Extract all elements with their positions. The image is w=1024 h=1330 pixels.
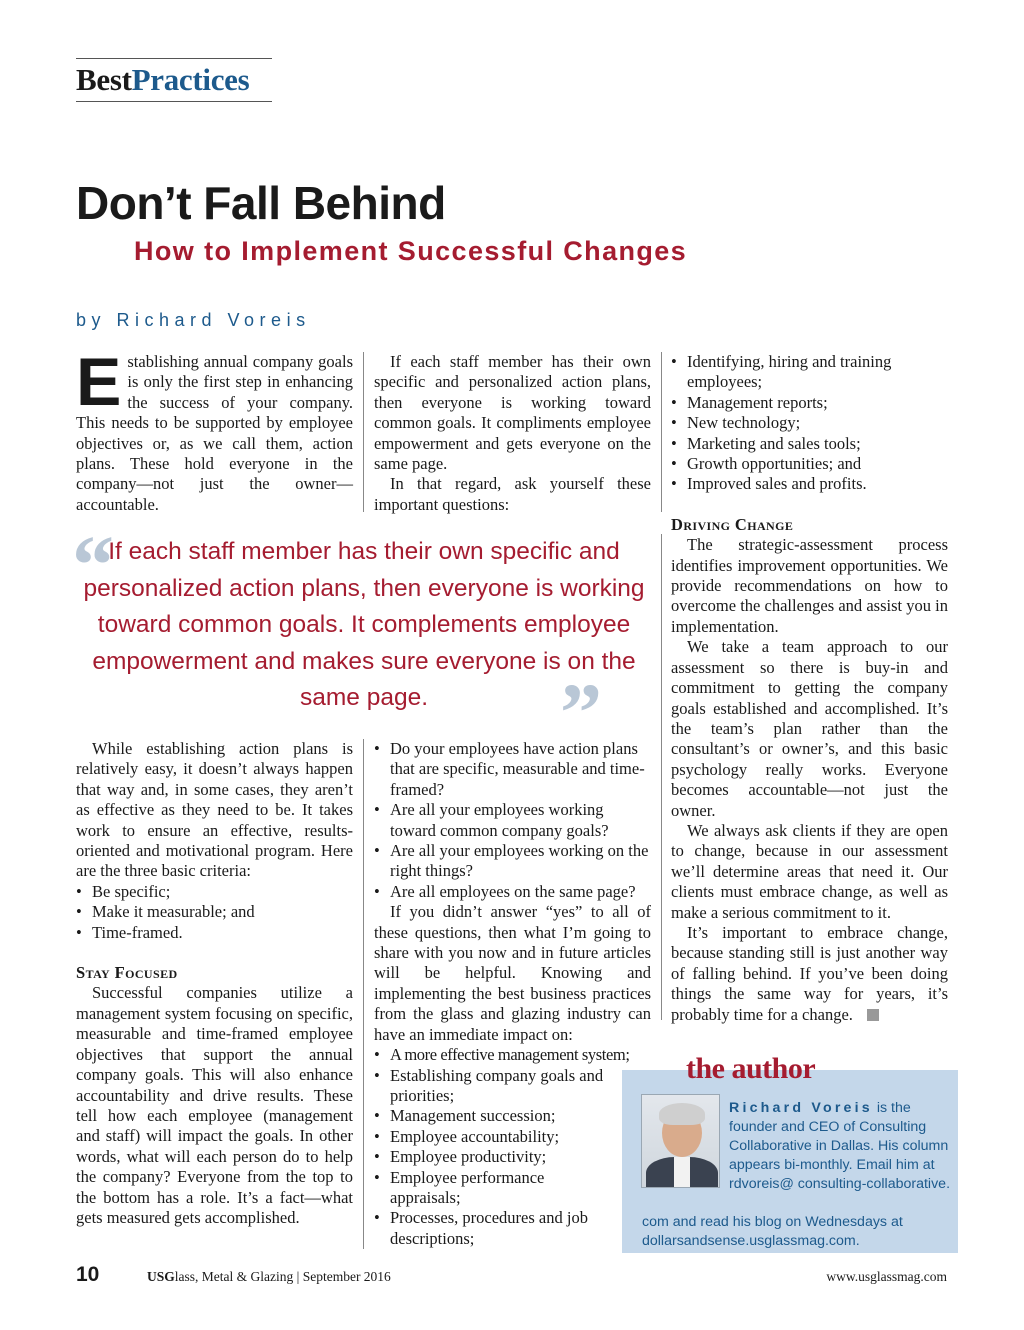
list-item: • Are all employees on the same page? — [374, 882, 651, 902]
list-item: • Are all your employees working on the right things? — [374, 841, 651, 882]
article-subhead: How to Implement Successful Changes — [134, 236, 688, 266]
list-item: • Employee productivity; — [374, 1147, 610, 1167]
author-bio-text: is the founder and CEO of Consulting Collaborative in Dallas. His column appears bi-monthly. Email him at rdvoreis@ consulting-collaborative. — [729, 1100, 951, 1192]
paragraph — [671, 923, 948, 1025]
paragraph: In that regard, ask yourself these important questions: — [374, 474, 651, 514]
column-rule-1-bottom — [363, 739, 364, 1249]
list-item: • Establishing company goals and priorities; — [374, 1066, 610, 1107]
column-rule-2-top — [661, 352, 662, 512]
section-tag-best: Best — [76, 62, 132, 97]
closing-text: It’s important to embrace change, because standing still is just another way of falling behind. If you’ve been doing things the same way for years, it’s probably time for a change. — [671, 922, 948, 1024]
end-mark-icon — [867, 1009, 879, 1021]
pub-separator: | — [296, 1269, 300, 1284]
paragraph: We always ask clients if they are open to change, because in our assessment we’ll determine areas that need it. Our clients must embrace change, as well as make a serious commitment to it. — [671, 820, 948, 922]
paragraph: The strategic-assessment process identifies improvement opportunities. We provide recommendations on how to overcome the challenges and assist you in implementation. — [671, 535, 948, 636]
paragraph: If each staff member has their own specific and personalized action plans, then everyone is working toward common goals. It compliments employee empowerment and gets everyone on the same page. — [374, 352, 651, 474]
column-rule-2-bottom — [661, 534, 662, 1020]
column-2-top — [374, 352, 651, 515]
list-item: • Improved sales and profits. — [671, 474, 948, 494]
article-byline: by Richard Voreis — [76, 310, 311, 330]
publication-url: www.usglassmag.com — [826, 1269, 947, 1284]
paragraph: If you didn’t answer “yes” to all of these questions, then what I’m going to share with you now and in future articles will be helpful. Knowing and implementing the best business practices from the glass and glazing industry can have an immediate impact on: — [374, 902, 651, 1044]
author-box-title: the author — [686, 1052, 816, 1085]
list-item: • Be specific; — [76, 882, 353, 902]
list-item: • Make it measurable; and — [76, 902, 353, 922]
publication-info — [147, 1269, 391, 1285]
subhead-driving-change: Driving Change — [671, 514, 794, 534]
list-item: • Are all your employees working toward common company goals? — [374, 800, 651, 841]
intro-text: stablishing annual company goals is only the first step in enhancing the success of your company. This needs to be supported by employee objectives or, as we call them, action plans. These hold everyone in the company—not just the owner—accountable. — [76, 352, 353, 514]
author-bio-bottom: com and read his blog on Wednesdays at dollarsandsense.usglassmag.com. — [642, 1214, 903, 1249]
drop-cap: E — [76, 344, 122, 420]
pub-name-rest: lass, Metal & Glazing — [174, 1269, 294, 1284]
column-2-bottom — [374, 739, 651, 1249]
list-item: • Time-framed. — [76, 923, 353, 943]
pub-name-bold: USG — [147, 1269, 175, 1284]
list-item: • Do your employees have action plans that are specific, measurable and time-framed? — [374, 739, 651, 800]
author-name: Richard Voreis — [729, 1100, 873, 1116]
bullet-list-outcomes — [671, 352, 948, 495]
paragraph: We take a team approach to our assessment so there is buy-in and commitment to getting the company goals established and accomplished. It’s the team’s plan rather than the consultant’s or owner’s, and this basic psychology really works. Everyone becomes accountable—not just the owner. — [671, 637, 948, 820]
list-item: • Employee accountability; — [374, 1127, 610, 1147]
column-rule-1-top — [363, 352, 364, 512]
section-tag — [76, 58, 272, 102]
column-1-bottom — [76, 739, 353, 1228]
bullet-list-questions — [374, 739, 651, 902]
bullet-list-impacts — [374, 1045, 630, 1249]
list-item: • Identifying, hiring and training employees; — [671, 352, 948, 393]
section-tag-practices: Practices — [131, 62, 250, 97]
close-quote-icon: ” — [560, 667, 602, 760]
list-item: • A more effective management system; — [374, 1045, 610, 1065]
list-item: • Processes, procedures and job descriptions; — [374, 1208, 610, 1249]
article-headline: Don’t Fall Behind — [76, 177, 446, 229]
column-3 — [671, 352, 948, 1025]
bullet-list-criteria — [76, 882, 353, 943]
author-photo — [641, 1094, 720, 1188]
list-item: • Management succession; — [374, 1106, 610, 1126]
list-item: • Marketing and sales tools; — [671, 434, 948, 454]
list-item: • New technology; — [671, 413, 948, 433]
pub-date: September 2016 — [302, 1269, 391, 1284]
list-item: • Management reports; — [671, 393, 948, 413]
paragraph: Successful companies utilize a management system focusing on specific, measurable and time-framed employee objectives that support the annual company goals. This will also enhance accountability and drive results. These tell how each employee (management and staff) will impact the goals. In other words, what will each person do to help the company? Everyone from the top to the bottom has a role. It’s a fact—what gets measured gets accomplished. — [76, 983, 353, 1227]
list-item: • Employee performance appraisals; — [374, 1168, 610, 1209]
open-quote-icon: “ — [72, 519, 114, 612]
page-number: 10 — [76, 1263, 100, 1286]
list-item: • Growth opportunities; and — [671, 454, 948, 474]
column-1-top — [76, 344, 353, 515]
author-bio-top — [729, 1099, 953, 1194]
subhead-stay-focused: Stay Focused — [76, 963, 178, 983]
intro-paragraph — [76, 344, 353, 515]
pull-quote: If each staff member has their own specific and personalized action plans, then everyone is working toward common goals. It complements employee empowerment and makes sure everyone is on the same page. — [83, 538, 645, 712]
paragraph: While establishing action plans is relatively easy, it doesn’t always happen that way and, in some cases, they aren’t as effective as they need to be. It takes work to ensure an effective, results-oriented and motivational program. Here are the three basic criteria: — [76, 739, 353, 881]
